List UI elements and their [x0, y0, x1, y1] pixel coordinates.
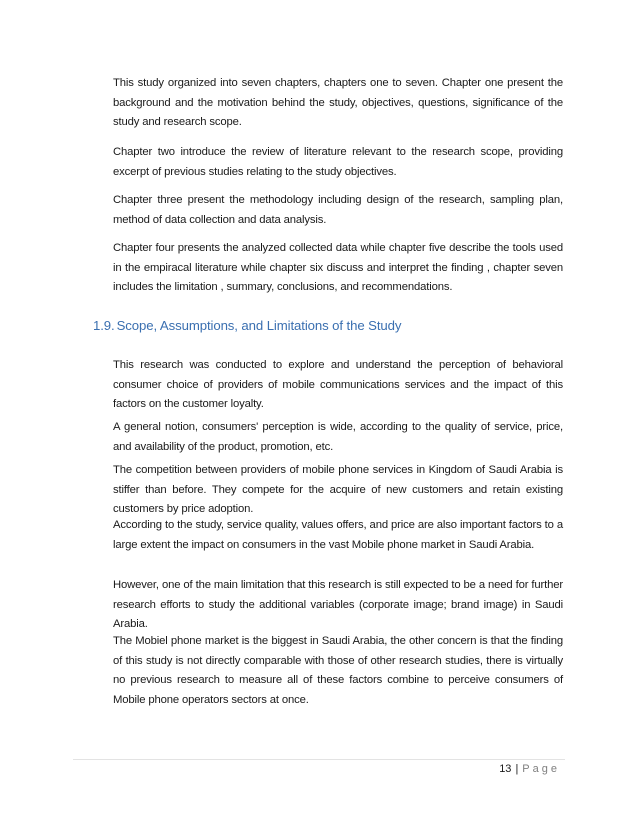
intro-paragraph-4 — [113, 239, 563, 298]
paragraph-text: The competition between providers of mobile phone services in Kingdom of Saudi Arabia is stiffer than before. They compete for the acquire of new customers and retain existing customers by price adoption. — [113, 464, 563, 515]
paragraph-text: However, one of the main limitation that this research is still expected to be a need for further research efforts to study the additional variables (corporate image; brand image) in Saudi Arabia. — [113, 579, 563, 630]
section-title: Scope, Assumptions, and Limitations of the Study — [116, 318, 402, 333]
paragraph-text: A general notion, consumers' perception is wide, according to the quality of service, price, and availability of the product, promotion, etc. — [113, 421, 563, 453]
section-paragraph-4 — [113, 516, 563, 555]
page-number: 13 — [499, 763, 512, 775]
section-paragraph-1 — [113, 356, 563, 415]
footer-divider — [73, 759, 565, 760]
paragraph-text: Chapter two introduce the review of literature relevant to the research scope, providing excerpt of previous studies relating to the study objectives. — [113, 146, 563, 178]
paragraph-text: Chapter four presents the analyzed collected data while chapter five describe the tools used in the empiracal literature while chapter six discuss and interpret the finding , chapter seven includes the limitation , summary, conclusions, and recommendations. — [113, 242, 563, 293]
footer-separator: | — [515, 763, 519, 775]
page-label: Page — [522, 763, 560, 775]
section-paragraph-3 — [113, 461, 563, 520]
paragraph-text: Chapter three present the methodology including design of the research, sampling plan, method of data collection and data analysis. — [113, 194, 563, 226]
paragraph-text: This study organized into seven chapters, chapters one to seven. Chapter one present the background and the motivation behind the study, objectives, questions, significance of the study and research scope. — [113, 77, 563, 128]
intro-paragraph-1 — [113, 74, 563, 133]
intro-paragraph-2 — [113, 143, 563, 182]
section-paragraph-6 — [113, 632, 563, 710]
paragraph-text: According to the study, service quality, values offers, and price are also important factors to a large extent the impact on consumers in the vast Mobile phone market in Saudi Arabia. — [113, 519, 563, 551]
section-paragraph-2 — [113, 418, 563, 457]
paragraph-text: The Mobiel phone market is the biggest in Saudi Arabia, the other concern is that the finding of this study is not directly comparable with those of other research studies, there is virtually no previous research to measure all of these factors combine to perceive consumers of Mobile phone operators sectors at once. — [113, 635, 563, 706]
section-paragraph-5 — [113, 576, 563, 635]
intro-paragraph-3 — [113, 191, 563, 230]
section-heading — [93, 318, 401, 333]
paragraph-text: This research was conducted to explore and understand the perception of behavioral consumer choice of providers of mobile communications services and the impact of this factors on the customer loyalty. — [113, 359, 563, 410]
page-footer — [499, 763, 560, 775]
section-number: 1.9. — [93, 318, 115, 333]
